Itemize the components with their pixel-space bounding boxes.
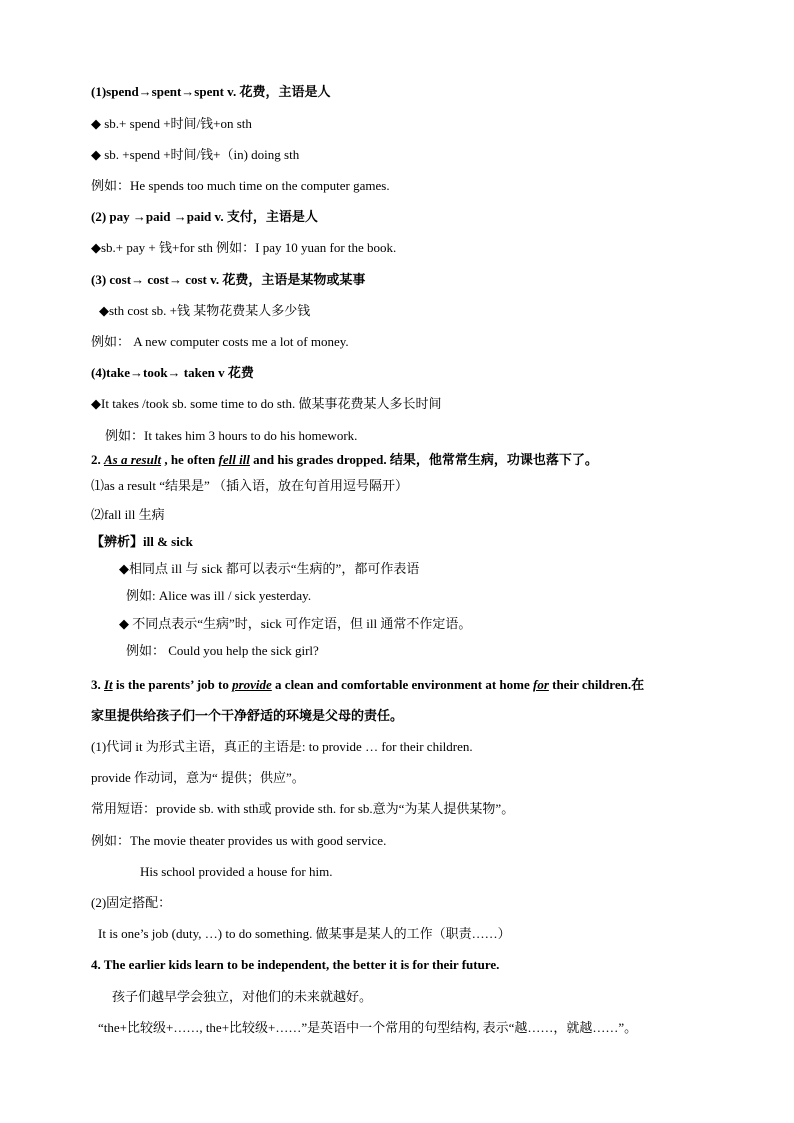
fixed-collocation-label: (2)固定搭配： xyxy=(91,895,172,910)
sentence-4-translation: 孩子们越早学会独立，对他们的未来就越好。 xyxy=(112,989,373,1004)
sentence-2-number: 2. xyxy=(91,452,101,467)
cost-example: 例如： A new computer costs me a lot of money. xyxy=(91,334,349,349)
analysis-diff: ◆ 不同点表示“生病”时，sick 可作定语，但 ill 通常不作定语。 xyxy=(119,616,472,631)
sentence-2-text-1: , he often xyxy=(161,452,219,467)
analysis-heading: 【辨析】ill & sick xyxy=(91,534,193,549)
take-heading: (4)take→took→ taken v 花费 xyxy=(91,365,254,380)
comparative-note: “the+比较级+……, the+比较级+……”是英语中一个常用的句型结构, 表示“越……，就越……”。 xyxy=(98,1020,638,1035)
analysis-same-example: 例如: Alice was ill / sick yesterday. xyxy=(126,588,312,603)
sentence-3-text-1: is the parents’ job to xyxy=(112,677,233,692)
phrase-fell-ill: fell ill xyxy=(218,452,250,467)
sentence-2-text-2: and his grades dropped. 结果，他常常生病，功课也落下了。 xyxy=(249,452,598,467)
sentence-3-translation: 家里提供给孩子们一个干净舒适的环境是父母的责任。 xyxy=(91,708,404,723)
note-it-subject: (1)代词 it 为形式主语，真正的主语是: to provide … for their children. xyxy=(91,739,473,754)
fixed-collocation: It is one’s job (duty, …) to do something. 做某事是某人的工作（职责……） xyxy=(98,926,511,941)
pay-heading: (2) pay →paid →paid v. 支付，主语是人 xyxy=(91,209,318,224)
phrase-for: for xyxy=(532,677,549,692)
analysis-diff-example: 例如： Could you help the sick girl? xyxy=(126,643,319,658)
phrase-it: It xyxy=(104,677,113,692)
pay-bullet: ◆sb.+ pay + 钱+for sth 例如：I pay 10 yuan for the book. xyxy=(91,240,397,255)
cost-bullet: ◆sth cost sb. +钱 某物花费某人多少钱 xyxy=(99,303,311,318)
sentence-3-number: 3. xyxy=(91,677,101,692)
sentence-2 xyxy=(91,452,598,468)
note-provide-phrase: 常用短语：provide sb. with sth或 provide sth. for sb.意为“为某人提供某物”。 xyxy=(91,801,515,816)
take-example: 例如：It takes him 3 hours to do his homework. xyxy=(105,428,358,443)
provide-example-1: 例如：The movie theater provides us with good service. xyxy=(91,833,387,848)
note-fall-ill: ⑵fall ill 生病 xyxy=(91,507,165,522)
sentence-3-text-2: a clean and comfortable environment at home xyxy=(271,677,533,692)
note-as-a-result: ⑴as a result “结果是” （插入语，放在句首用逗号隔开） xyxy=(91,478,409,493)
take-bullet: ◆It takes /took sb. some time to do sth. 做某事花费某人多长时间 xyxy=(91,396,442,411)
note-provide: provide 作动词，意为“ 提供；供应”。 xyxy=(91,770,305,785)
analysis-same: ◆相同点 ill 与 sick 都可以表示“生病的”，都可作表语 xyxy=(119,561,420,576)
spend-bullet-2: ◆ sb. +spend +时间/钱+（in) doing sth xyxy=(91,147,300,162)
spend-example: 例如：He spends too much time on the computer games. xyxy=(91,178,390,193)
sentence-3 xyxy=(91,677,644,693)
sentence-3-text-3: their children.在 xyxy=(548,677,645,692)
spend-heading: (1)spend→spent→spent v. 花费，主语是人 xyxy=(91,84,331,99)
spend-bullet-1: ◆ sb.+ spend +时间/钱+on sth xyxy=(91,116,252,131)
cost-heading: (3) cost→ cost→ cost v. 花费，主语是某物或某事 xyxy=(91,272,366,287)
phrase-as-a-result: As a result xyxy=(104,452,162,467)
phrase-provide: provide xyxy=(232,677,272,692)
sentence-4: 4. The earlier kids learn to be independent, the better it is for their future. xyxy=(91,957,500,972)
provide-example-2: His school provided a house for him. xyxy=(140,864,333,879)
